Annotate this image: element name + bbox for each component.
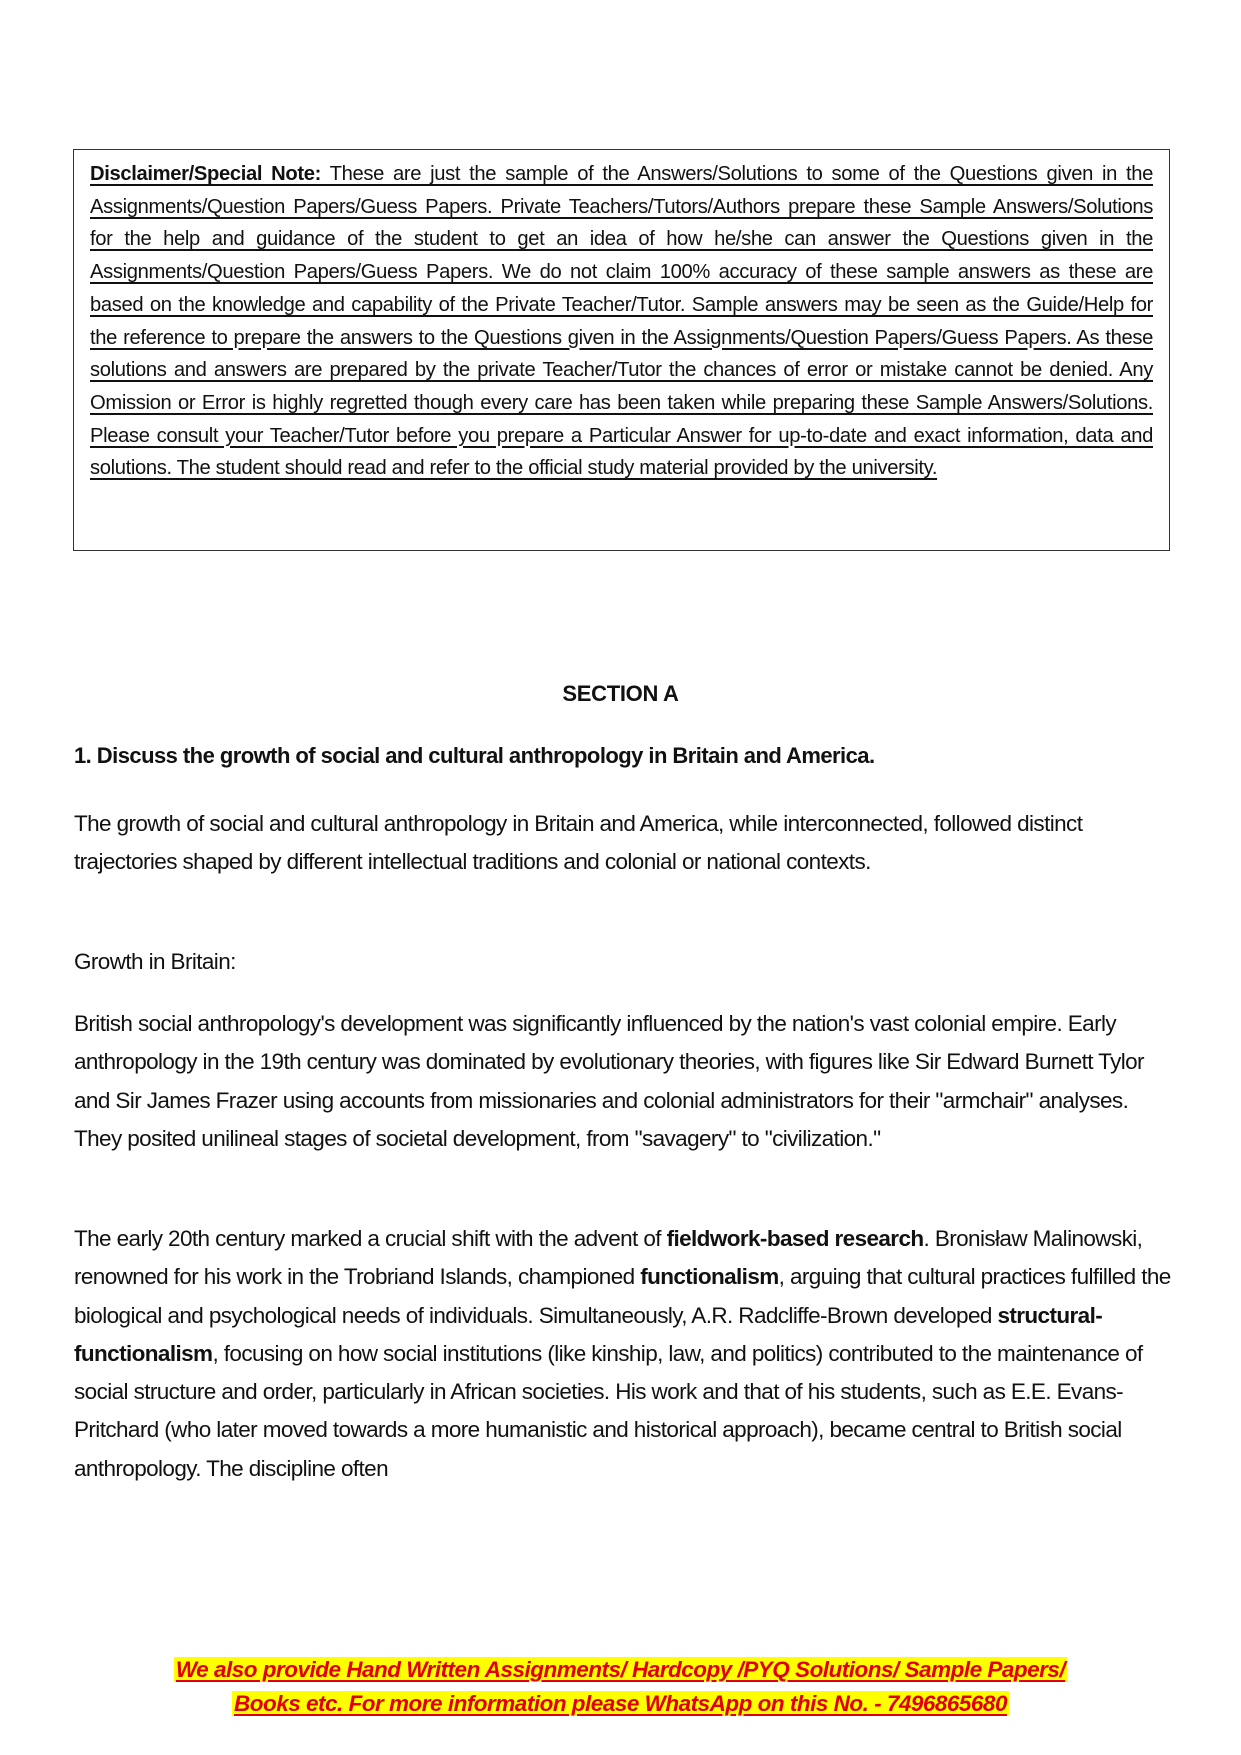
- disclaimer-body: These are just the sample of the Answers/Solutions to some of the Questions given in the Assignments/Question Papers/Guess Papers. Private Teachers/Tutors/Authors prepare these Sample Answers/Solutions for the help and guidance of the student to get an idea of how he/she can answer the Questions given in the Assignments/Question Papers/Guess Papers. We do not claim 100% accuracy of these sample answers as these are based on the knowledge and capability of the Private Teacher/Tutor. Sample answers may be seen as the Guide/Help for the reference to prepare the answers to the Questions given in the Assignments/Question Papers/Guess Papers. As these solutions and answers are prepared by the private Teacher/Tutor the chances of error or mistake cannot be denied. Any Omission or Error is highly regretted though every care has been taken while preparing these Sample Answers/Solutions. Please consult your Teacher/Tutor before you prepare a Particular Answer for up-to-date and exact information, data and solutions. The student should read and refer to the official study material provided by the university.: [90, 163, 1154, 480]
- disclaimer-box: [73, 149, 1170, 551]
- bold-term-functionalism: functionalism: [640, 1264, 779, 1290]
- disclaimer-label: Disclaimer/Special Note:: [90, 163, 321, 185]
- section-title: SECTION A: [562, 681, 679, 706]
- promo-line-2: Books etc. For more information please WhatsApp on this No. - 7496865680: [234, 1691, 1007, 1716]
- promo-footer: [0, 1653, 1241, 1721]
- question-heading: 1. Discuss the growth of social and cultural anthropology in Britain and America.: [74, 743, 875, 768]
- text-run: The early 20th century marked a crucial shift with the advent of: [74, 1226, 667, 1251]
- text-run: , arguing that cultural practices fulfilled the biological and psychological needs of individuals. Simultaneously, A.R. Radcliffe-Brown developed: [74, 1264, 1171, 1328]
- text-run: . Bronisław Malinowski, renowned for his work in the Trobriand Islands, championed: [74, 1226, 1143, 1290]
- bold-term-fieldwork: fieldwork-based research: [666, 1226, 924, 1251]
- disclaimer-text: [90, 158, 1153, 485]
- promo-line-1: We also provide Hand Written Assignments/ Hardcopy /PYQ Solutions/ Sample Papers/: [175, 1657, 1066, 1682]
- intro-paragraph: The growth of social and cultural anthropology in Britain and America, while interconnected, followed distinct trajectories shaped by different intellectual traditions and colonial or national contexts.: [74, 811, 1083, 875]
- britain-heading: Growth in Britain:: [74, 949, 236, 974]
- britain-paragraph-1: British social anthropology's development was significantly influenced by the nation's vast colonial empire. Early anthropology in the 19th century was dominated by evolutionary theories, with figures like Sir Edward Burnett Tylor and Sir James Frazer using accounts from missionaries and colonial administrators for their "armchair" analyses. They posited unilineal stages of societal development, from "savagery" to "civilization.": [74, 1011, 1144, 1151]
- text-run: , focusing on how social institutions (like kinship, law, and politics) contributed to the maintenance of social structure and order, particularly in African societies. His work and that of his students, such as E.E. Evans-Pritchard (who later moved towards a more humanistic and historical approach), became central to British social anthropology. The discipline often: [74, 1340, 1143, 1481]
- britain-paragraph-2: [74, 1220, 1174, 1488]
- bold-term-structural-functionalism: structural-functionalism: [74, 1302, 1103, 1366]
